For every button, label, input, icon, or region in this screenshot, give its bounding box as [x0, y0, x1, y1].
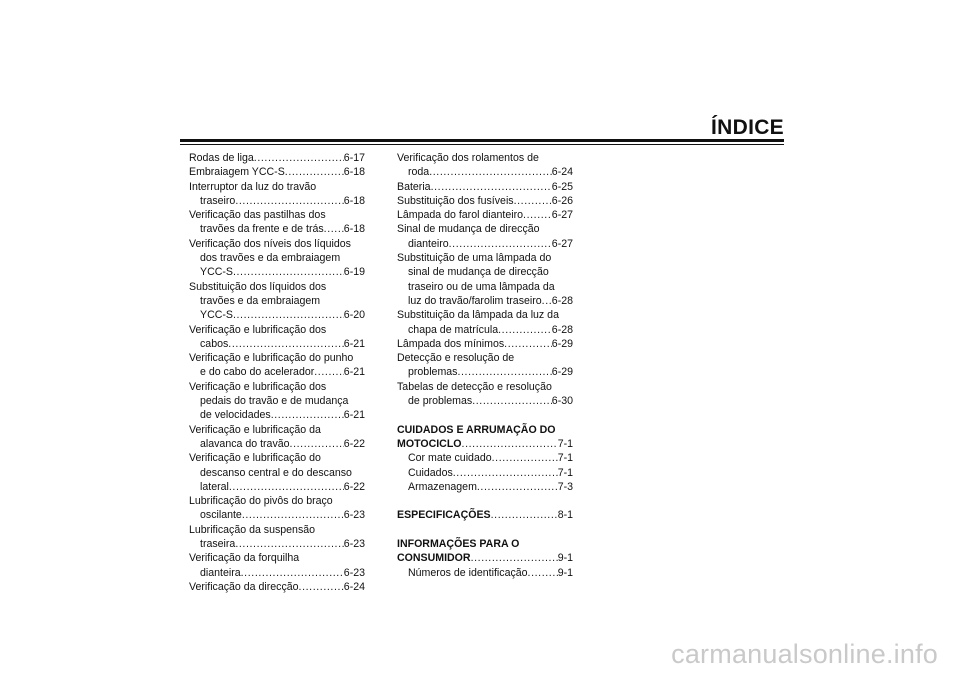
toc-entry-text: dianteira: [200, 566, 241, 579]
toc-line: [189, 508, 365, 522]
leader-dots: [472, 394, 552, 408]
toc-line: [189, 494, 365, 508]
toc-line: [189, 466, 365, 480]
toc-line: [397, 423, 573, 437]
leader-dots: [431, 180, 552, 194]
toc-line: [189, 551, 365, 565]
toc-line: [397, 237, 573, 251]
toc-entry[interactable]: [397, 380, 573, 409]
toc-page-number: 6-28: [551, 294, 573, 307]
toc-entry-text: YCC-S: [200, 309, 233, 322]
toc-entry[interactable]: [189, 423, 365, 452]
toc-entry[interactable]: [189, 208, 365, 237]
toc-entry-text: ESPECIFICAÇÕES: [397, 509, 491, 522]
toc-entry-text: Verificação dos rolamentos de: [397, 152, 539, 164]
leader-dots: [241, 566, 344, 580]
toc-line: [397, 165, 573, 179]
toc-page-number: 7-1: [557, 452, 573, 465]
toc-line: [189, 408, 365, 422]
leader-dots: [285, 165, 344, 179]
toc-entry[interactable]: [189, 380, 365, 423]
toc-entry-text: Verificação da forquilha: [189, 552, 300, 565]
leader-dots: [514, 194, 552, 208]
toc-line: [189, 365, 365, 379]
toc-page-number: 6-23: [343, 509, 365, 522]
toc-entry-text: traseiro: [200, 194, 236, 207]
leader-dots: [471, 551, 558, 565]
toc-entry-text: roda: [408, 166, 430, 179]
toc-line: [189, 151, 365, 165]
toc-entry[interactable]: [397, 151, 573, 180]
toc-line: [189, 237, 365, 251]
toc-entry[interactable]: [189, 494, 365, 523]
toc-page-number: 6-24: [551, 166, 573, 179]
toc-entry-text: de problemas: [408, 395, 473, 408]
section-gap: [397, 494, 573, 508]
leader-dots: [290, 437, 344, 451]
toc-page-number: 6-22: [343, 480, 365, 493]
toc-page-number: 6-18: [343, 166, 365, 179]
toc-line: [397, 380, 573, 394]
toc-page-number: 6-19: [343, 266, 365, 279]
toc-line: [397, 537, 573, 551]
toc-line: [397, 151, 573, 165]
toc-line: [397, 508, 573, 522]
toc-entry-text: Substituição de uma lâmpada do: [397, 252, 552, 265]
toc-entry-text: chapa de matrícula: [408, 323, 499, 336]
toc-line: [189, 580, 365, 594]
toc-line: [189, 194, 365, 208]
toc-line: [189, 180, 365, 194]
toc-entry-text: e do cabo do acelerador: [200, 366, 315, 379]
toc-line: [397, 551, 573, 565]
toc-entry[interactable]: [397, 180, 573, 194]
toc-entry-text: Cuidados: [408, 466, 453, 479]
toc-line: [397, 308, 573, 322]
toc-entry[interactable]: [397, 351, 573, 380]
toc-line: [397, 437, 573, 451]
toc-entry-text: Armazenagem: [408, 480, 477, 493]
toc-line: [397, 337, 573, 351]
toc-page-number: 6-25: [551, 180, 573, 193]
toc-entry-text: descanso central e do descanso: [200, 466, 352, 479]
toc-entry[interactable]: [189, 451, 365, 494]
toc-page-number: 6-21: [343, 366, 365, 379]
leader-dots: [542, 294, 552, 308]
toc-line: [189, 294, 365, 308]
toc-entry-text: Interruptor da luz do travão: [189, 180, 317, 193]
toc-line: [189, 222, 365, 236]
toc-entry-text: Verificação e lubrificação da: [189, 423, 321, 436]
leader-dots: [242, 508, 344, 522]
toc-line: [189, 537, 365, 551]
toc-line: [189, 351, 365, 365]
toc-line: [189, 437, 365, 451]
toc-line: [397, 394, 573, 408]
toc-entry[interactable]: [189, 237, 365, 280]
toc-entry[interactable]: [189, 151, 365, 165]
toc-entry-text: travões e da embraiagem: [200, 294, 321, 307]
toc-entry[interactable]: [397, 208, 573, 222]
toc-entry[interactable]: [397, 194, 573, 208]
toc-line: [189, 251, 365, 265]
toc-entry-text: problemas: [408, 366, 458, 379]
leader-dots: [271, 408, 344, 422]
toc-entry-text: sinal de mudança de direcção: [408, 266, 549, 279]
toc-entry-text: de velocidades: [200, 409, 271, 422]
toc-entry-text: Verificação das pastilhas dos: [189, 209, 326, 222]
leader-dots: [235, 194, 343, 208]
toc-entry-text: Tabelas de detecção e resolução: [397, 380, 552, 393]
toc-line[interactable]: [397, 566, 573, 580]
toc-entry-text: Verificação da direcção: [189, 580, 299, 593]
leader-dots: [491, 508, 558, 522]
toc-entry-text: YCC-S: [200, 266, 233, 279]
toc-page-number: 6-20: [343, 309, 365, 322]
toc-page-number: 6-26: [551, 194, 573, 207]
leader-dots: [477, 480, 558, 494]
toc-entry-text: pedais do travão e de mudança: [200, 395, 349, 408]
toc-entry-text: Rodas de liga: [189, 152, 254, 164]
leader-dots: [233, 308, 344, 322]
toc-entry[interactable]: [189, 580, 365, 594]
toc-entry-text: dos travões e da embraiagem: [200, 252, 341, 265]
leader-dots: [429, 165, 552, 179]
toc-page-number: 6-27: [551, 209, 573, 222]
toc-entry[interactable]: [397, 508, 573, 522]
toc-entry[interactable]: [397, 537, 573, 566]
toc-line: [397, 208, 573, 222]
toc-page-number: 9-1: [557, 566, 573, 579]
toc-page-number: 6-23: [343, 538, 365, 551]
toc-line: [189, 480, 365, 494]
toc-page-number: 7-1: [557, 437, 573, 450]
toc-entry-text: Verificação dos níveis dos líquidos: [189, 237, 351, 250]
toc-entry-text: Substituição dos líquidos dos: [189, 280, 327, 293]
leader-dots: [229, 480, 344, 494]
toc-page-number: 6-21: [343, 409, 365, 422]
toc-entry-text: traseiro ou de uma lâmpada da: [408, 280, 555, 293]
toc-entry-text: travões da frente e de trás: [200, 223, 324, 236]
toc-entry-text: lateral: [200, 480, 229, 493]
toc-page-number: 7-3: [557, 480, 573, 493]
leader-dots: [453, 466, 558, 480]
toc-line: [397, 222, 573, 236]
leader-dots: [498, 323, 552, 337]
toc-line: [397, 265, 573, 279]
toc-entry[interactable]: [397, 251, 573, 308]
toc-line: [397, 280, 573, 294]
toc-entry-text: oscilante: [200, 509, 242, 522]
toc-entry-text: Lâmpada dos mínimos: [397, 337, 505, 350]
toc-entry[interactable]: [189, 180, 365, 209]
toc-line: [397, 294, 573, 308]
header-rule-thin: [180, 144, 784, 145]
toc-entry-text: Sinal de mudança de direcção: [397, 223, 540, 236]
toc-entry-text: Cor mate cuidado: [408, 452, 492, 465]
toc-entry[interactable]: [189, 551, 365, 580]
toc-entry-text: Lâmpada do farol dianteiro: [397, 209, 524, 222]
toc-line: [189, 337, 365, 351]
toc-entry[interactable]: [189, 523, 365, 552]
toc-line: [189, 208, 365, 222]
toc-entry-text: cabos: [200, 337, 229, 350]
toc-entry-text: Lubrificação do pivôs do braço: [189, 495, 333, 508]
toc-entry[interactable]: [189, 351, 365, 380]
toc-page-number: 8-1: [557, 509, 573, 522]
leader-dots: [228, 337, 344, 351]
toc-line: [189, 380, 365, 394]
leader-dots: [528, 566, 558, 580]
toc-line: [397, 323, 573, 337]
toc-page-number: 6-22: [343, 437, 365, 450]
leader-dots: [504, 337, 552, 351]
leader-dots: [492, 451, 558, 465]
toc-left-column: [189, 151, 365, 594]
toc-entry-text: Detecção e resolução de: [397, 352, 515, 365]
toc-page-number: 6-29: [551, 366, 573, 379]
toc-page-number: 6-29: [551, 337, 573, 350]
toc-page-number: 9-1: [557, 552, 573, 565]
toc-line: [189, 523, 365, 537]
toc-page-number: 6-24: [343, 580, 365, 593]
toc-page-number: 6-21: [343, 337, 365, 350]
toc-line: [189, 566, 365, 580]
toc-line: [189, 280, 365, 294]
toc-entry-text: Lubrificação da suspensão: [189, 523, 316, 536]
toc-entry-text: Verificação e lubrificação do: [189, 452, 321, 465]
toc-line[interactable]: [397, 466, 573, 480]
toc-entry[interactable]: [397, 423, 573, 452]
toc-line: [189, 165, 365, 179]
toc-entry-text: Substituição dos fusíveis: [397, 194, 514, 207]
toc-line[interactable]: [397, 480, 573, 494]
toc-line: [189, 423, 365, 437]
leader-dots: [254, 151, 344, 165]
toc-entry[interactable]: [189, 280, 365, 323]
toc-entry-text: Substituição da lâmpada da luz da: [397, 309, 559, 322]
toc-right-column: [397, 151, 573, 580]
leader-dots: [324, 222, 344, 236]
leader-dots: [299, 580, 344, 594]
toc-entry[interactable]: [397, 337, 573, 351]
toc-page-number: 6-23: [343, 566, 365, 579]
toc-entry-text: luz do travão/farolim traseiro: [408, 294, 542, 307]
toc-entry-text: Verificação e lubrificação do punho: [189, 352, 354, 365]
toc-entry-text: alavanca do travão: [200, 437, 290, 450]
toc-page-number: 6-28: [551, 323, 573, 336]
toc-line: [189, 394, 365, 408]
toc-page-number: 6-17: [343, 152, 365, 164]
toc-entry-text: MOTOCICLO: [397, 437, 462, 450]
leader-dots: [523, 208, 552, 222]
toc-page-number: 6-30: [551, 395, 573, 408]
toc-entry-text: Verificação e lubrificação dos: [189, 380, 327, 393]
toc-line[interactable]: [397, 451, 573, 465]
toc-line: [189, 451, 365, 465]
toc-entry-text: Embraiagem YCC-S: [189, 166, 285, 179]
leader-dots: [449, 237, 552, 251]
toc-line: [397, 251, 573, 265]
toc-entry[interactable]: [189, 323, 365, 352]
toc-line: [397, 365, 573, 379]
leader-dots: [462, 437, 558, 451]
toc-entry-text: Verificação e lubrificação dos: [189, 323, 327, 336]
toc-line: [189, 265, 365, 279]
leader-dots: [233, 265, 344, 279]
toc-entry[interactable]: [397, 308, 573, 337]
leader-dots: [457, 365, 551, 379]
toc-line: [397, 194, 573, 208]
toc-entry-text: INFORMAÇÕES PARA O: [397, 538, 520, 551]
toc-entry-text: CUIDADOS E ARRUMAÇÃO DO: [397, 423, 556, 436]
header-rule: [180, 139, 784, 142]
watermark: carmanualsonline.info: [671, 639, 938, 669]
toc-page-number: 6-18: [343, 194, 365, 207]
toc-entry[interactable]: [397, 222, 573, 251]
toc-page-number: 7-1: [557, 466, 573, 479]
toc-page-number: 6-18: [343, 223, 365, 236]
toc-page-number: 6-27: [551, 237, 573, 250]
page-title: ÍNDICE: [711, 116, 784, 139]
section-gap: [397, 408, 573, 422]
leader-dots: [235, 537, 343, 551]
toc-line: [397, 180, 573, 194]
leader-dots: [314, 365, 344, 379]
section-gap: [397, 523, 573, 537]
toc-entry-text: Bateria: [397, 180, 431, 193]
toc-line: [189, 308, 365, 322]
toc-entry[interactable]: [189, 165, 365, 179]
toc-line: [397, 351, 573, 365]
toc-entry-text: traseira: [200, 538, 236, 551]
toc-line: [189, 323, 365, 337]
toc-entry-text: Números de identificação: [408, 566, 528, 579]
toc-entry-text: CONSUMIDOR: [397, 552, 471, 565]
toc-entry-text: dianteiro: [408, 237, 449, 250]
